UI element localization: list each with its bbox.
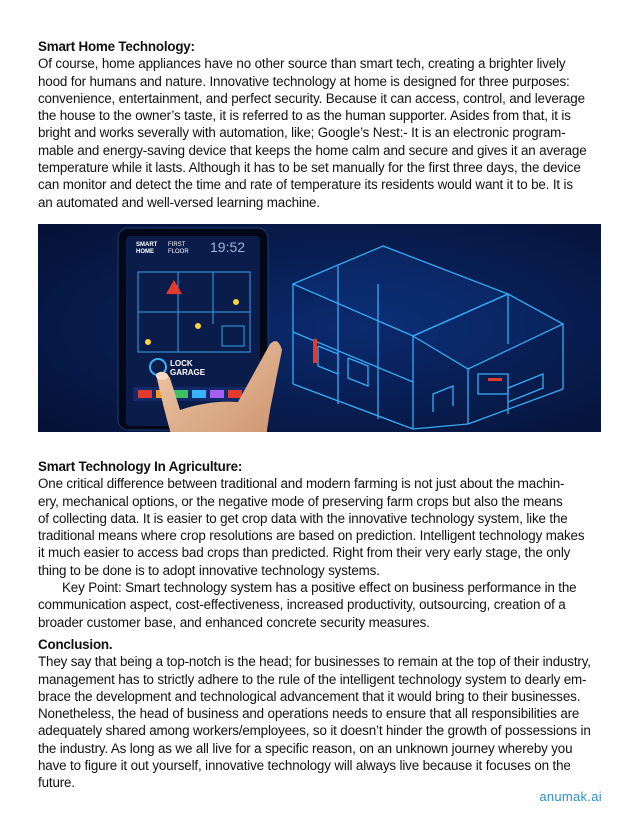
conclusion-heading: Conclusion.	[38, 637, 113, 652]
paragraph-line: They say that being a top-notch is the head; for businesses to remain at the top of their industry,	[38, 654, 591, 670]
smart-home-section	[38, 38, 604, 211]
paragraph-line: temperature while it lasts. Although it has to be set manually for the first three days, the device	[38, 160, 581, 176]
conclusion-section	[38, 636, 604, 792]
paragraph-line: an automated and well-versed learning machine.	[38, 194, 320, 210]
paragraph-line: Nonetheless, the head of business and operations needs to ensure that all responsibilities are	[38, 706, 580, 722]
tablet-floor-top: FIRST	[168, 242, 186, 248]
paragraph-line: future.	[38, 775, 75, 791]
lock-label-top: LOCK	[170, 359, 193, 368]
paragraph-line: bright and works severally with automation, like; Google’s Nest:- It is an electronic program-	[38, 125, 566, 141]
paragraph-line: adequately shared among workers/employees, so it doesn’t hinder the growth of possessions in	[38, 723, 591, 739]
paragraph-line: can monitor and detect the time and rate of temperature its residents would want it to be. It is	[38, 177, 573, 193]
key-point-line: Key Point: Smart technology system has a positive effect on business performance in the	[62, 580, 577, 596]
smart-home-svg	[38, 224, 601, 432]
smart-home-illustration	[38, 224, 601, 432]
paragraph-line: Of course, home appliances have no other source than smart tech, creating a brighter lively	[38, 56, 566, 72]
paragraph-line: One critical difference between traditional and modern farming is not just about the machin-	[38, 476, 565, 492]
lock-label-bottom: GARAGE	[170, 368, 206, 377]
footer-brand: anumak.ai	[539, 789, 602, 804]
alarm-indicator	[488, 378, 502, 381]
paragraph-line: convenience, entertainment, and perfect security. Because it can access, control, and leverage	[38, 90, 585, 106]
paragraph-line: of collecting data. It is easier to get crop data with the innovative technology system, like the	[38, 510, 568, 526]
paragraph-line: the house to the owner’s taste, it is referred to as the human supporter. Asides from that, it is	[38, 108, 571, 124]
paragraph-line: traditional means where crop resolutions are based on prediction. Intelligent technology makes	[38, 528, 585, 544]
paragraph-line: hood for humans and nature. Innovative technology at home is designed for three purposes:	[38, 73, 570, 89]
alarm-indicator	[313, 339, 317, 363]
paragraph-line: ery, mechanical options, or the negative mode of preserving farm crops but also the means	[38, 493, 563, 509]
key-point-line: communication aspect, cost-effectiveness, increased productivity, outsourcing, creation of a	[38, 597, 566, 613]
tablet-badge-top: SMART	[136, 242, 158, 248]
paragraph-line: have to figure it out yourself, innovative technology will always live because it focuses on the	[38, 758, 571, 774]
paragraph-line: brace the development and technological advancement that it would bring to their businesses.	[38, 688, 581, 704]
tablet-floor-bottom: FLOOR	[168, 249, 189, 255]
agriculture-section	[38, 458, 604, 631]
paragraph-line: thing to be done is to adopt innovative technology systems.	[38, 562, 380, 578]
tablet-badge-bottom: HOME	[136, 249, 154, 255]
tablet-clock: 19:52	[210, 239, 246, 255]
paragraph-line: mable and energy-saving device that keeps the home calm and secure and gives it an average	[38, 142, 587, 158]
key-point-line: broader customer base, and enhanced concrete security measures.	[38, 614, 430, 630]
paragraph-line: the industry. As long as we all live for a specific reason, on an unknown journey whereby you	[38, 740, 573, 756]
paragraph-line: management has to strictly adhere to the rule of the intelligent technology system to dearly em-	[38, 671, 587, 687]
smart-home-heading: Smart Home Technology:	[38, 39, 195, 54]
paragraph-line: it much easier to access bad crops than predicted. Right from their very early stage, the only	[38, 545, 571, 561]
agriculture-heading: Smart Technology In Agriculture:	[38, 459, 243, 474]
